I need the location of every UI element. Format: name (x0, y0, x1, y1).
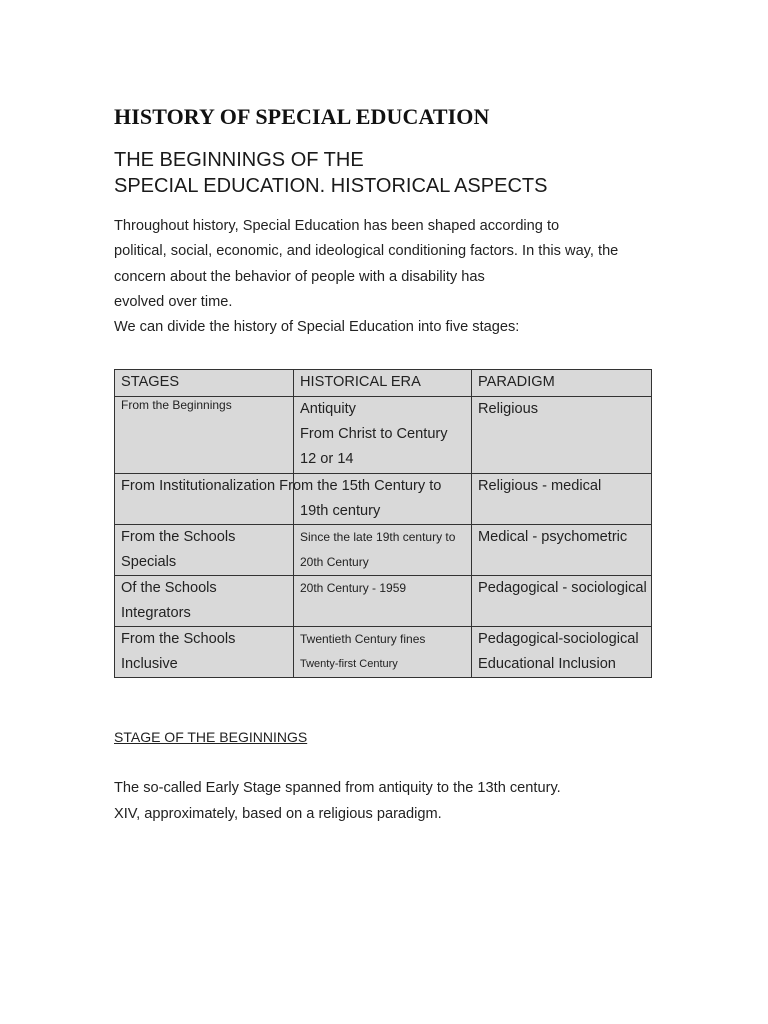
section-line: XIV, approximately, based on a religious paradigm. (114, 805, 442, 822)
era-cell (294, 576, 472, 627)
era-cell (294, 627, 472, 678)
table-row (115, 397, 652, 474)
paradigm-cell (472, 525, 652, 576)
header-stages: STAGES (115, 370, 294, 397)
stage-line: From the Schools (121, 529, 236, 545)
era-line: 20th Century (300, 555, 369, 569)
stage-line: From the Schools (121, 631, 236, 647)
document-title: HISTORY OF SPECIAL EDUCATION (114, 104, 490, 129)
paradigm-cell (472, 397, 652, 474)
era-line: Since the late 19th century to (300, 530, 456, 544)
header-paradigm: PARADIGM (472, 370, 652, 397)
stage-cell (115, 627, 294, 678)
stage-line: Inclusive (121, 656, 178, 672)
era-line: Twentieth Century fines (300, 632, 426, 646)
paradigm-cell (472, 576, 652, 627)
stage-line: Integrators (121, 605, 191, 621)
era-cell (294, 525, 472, 576)
paradigm-line: Pedagogical-sociological (478, 631, 639, 647)
subtitle-line: THE BEGINNINGS OF THE (114, 149, 364, 171)
era-line: From Christ to Century (300, 426, 448, 442)
stages-table (114, 369, 652, 678)
era-line: 19th century (300, 503, 381, 519)
era-line: 20th Century - 1959 (300, 581, 407, 595)
paradigm-line: Medical - psychometric (478, 529, 628, 545)
intro-line: evolved over time. (114, 293, 233, 310)
stage-line: From Institutionalization From the 15th Century to (121, 478, 442, 494)
section-line: The so-called Early Stage spanned from antiquity to the 13th century. (114, 780, 561, 796)
table-row (115, 474, 652, 525)
intro-line: concern about the behavior of people with a disability has (114, 268, 485, 285)
paradigm-cell (472, 627, 652, 678)
table-row (115, 576, 652, 627)
header-historical-era: HISTORICAL ERA (294, 370, 472, 397)
paradigm-line: Pedagogical - sociological (478, 580, 647, 596)
table-header-row (115, 370, 652, 397)
stage-line: From the Beginnings (121, 398, 232, 412)
era-line: Antiquity (300, 401, 356, 417)
intro-line: political, social, economic, and ideological conditioning factors. In this way, the (114, 243, 619, 260)
table-row (115, 525, 652, 576)
paradigm-line: Religious (478, 401, 539, 417)
table-row (115, 627, 652, 678)
stage-cell (115, 397, 294, 474)
stage-cell (115, 576, 294, 627)
section-heading: STAGE OF THE BEGINNINGS (114, 729, 308, 745)
intro-paragraph (114, 214, 634, 340)
stage-line: Specials (121, 554, 177, 570)
intro-line: We can divide the history of Special Education into five stages: (114, 319, 520, 336)
subtitle-line: SPECIAL EDUCATION. HISTORICAL ASPECTS (114, 175, 548, 197)
section-paragraph (114, 776, 561, 827)
paradigm-line: Religious - medical (478, 478, 602, 494)
document-subtitle (114, 147, 547, 199)
era-line: Twenty-first Century (300, 658, 398, 670)
paradigm-line: Educational Inclusion (478, 656, 616, 672)
intro-line: Throughout history, Special Education has been shaped according to (114, 218, 560, 234)
era-line: 12 or 14 (300, 451, 354, 467)
era-cell (294, 397, 472, 474)
stage-cell (115, 525, 294, 576)
paradigm-cell (472, 474, 652, 525)
stage-line: Of the Schools (121, 580, 217, 596)
